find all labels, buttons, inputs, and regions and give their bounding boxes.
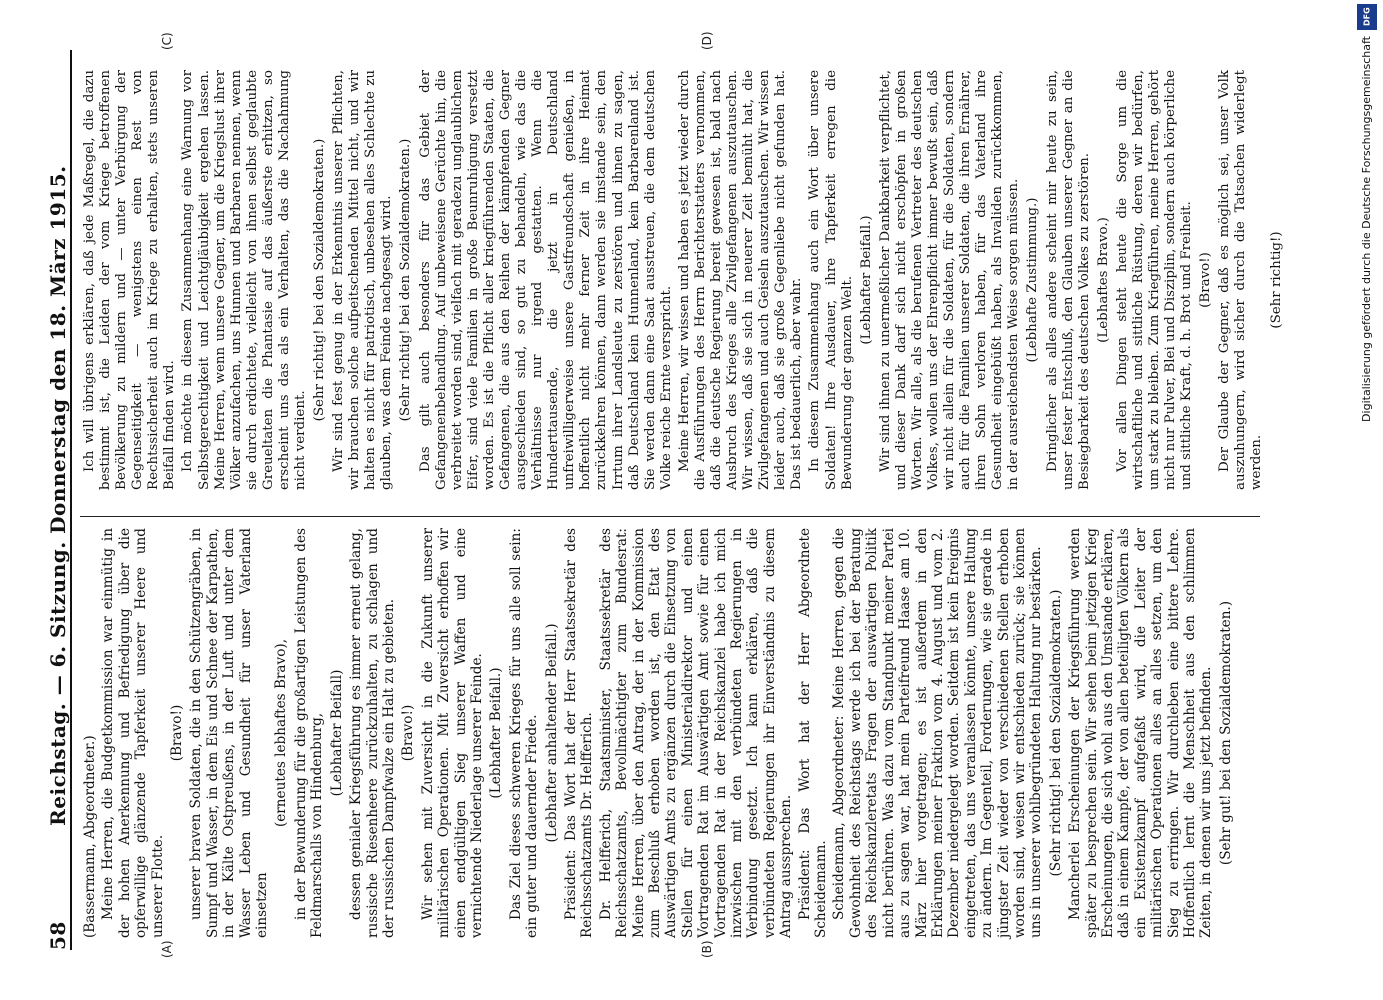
applause-note: (Bravo!) <box>400 704 417 762</box>
paragraph: Vor allen Dingen steht heute die Sorge um die wirtschaftliche und sittliche Rüstung, deren wir bedürfen, um stark zu bleiben. Zum Kriegführen, meine Herren, gehört nicht nur Pulver, Blei und Disziplin, sondern auch körperliche und sittliche Kraft, d. h. Brot und Freiheit. <box>1114 70 1195 490</box>
dfg-credit-text: Digitalisierung gefördert durch die Deutsche Forschungsgemeinschaft <box>1360 36 1373 422</box>
paragraph: Das Ziel dieses schweren Krieges für uns alle soll sein: ein guter und dauernder Friede. <box>507 528 541 938</box>
paragraph: Dr. Helfferich, Staatsminister, Staatssekretär des Reichsschatzamts, Bevollmächtigter zum Bundesrat: Meine Herren, über den Antrag, der in der Kommission zum Beschluß erhoben worden ist, den Etat des Auswärtigen Amts zu ergänzen durch die Einsetzung von Stellen für einen Ministerialdirektor und einen Vortragenden Rat im Auswärtigen Amt sowie für einen Vortragenden Rat in der Reichskanzlei habe ich mich inzwischen mit den verbündeten Regierungen in Verbindung gesetzt. Ich kann erklären, daß die verbündeten Regierungen ihr Einverständnis zu diesem Antrag aussprechen. <box>597 528 795 938</box>
paragraph: (Bassermann, Abgeordneter.) <box>82 735 98 938</box>
paragraph: Präsident: Das Wort hat der Herr Staatssekretär des Reichsschatzamts Dr. Helfferich. <box>562 528 596 938</box>
paragraph: Wir sind fest genug in der Erkenntnis unserer Pflichten, wir brauchen solche aufpeitschenden Mittel nicht, und wir halten es nicht für patriotisch, unbesehen alles Schlechte zu glauben, was dem Feinde nachgesagt wird. <box>331 70 395 490</box>
column-divider <box>80 516 1260 517</box>
applause-note: (Sehr gut! bei den Sozialdemokraten.) <box>1217 600 1234 866</box>
applause-note: (Bravo!) <box>1198 252 1214 308</box>
applause-note: (Bravo!) <box>169 704 186 762</box>
applause-note: (Lebhafter Beifall) <box>328 669 345 797</box>
margin-marker-c: (C) <box>160 32 174 50</box>
paragraph: dessen genialer Kriegsführung es immer erneut gelang, russische Riesenheere zurückzuhalten, zu schlagen und der russischen Dampfwalze ein Halt zu gebieten. <box>348 528 397 938</box>
paragraph: Ich möchte in diesem Zusammenhang eine Warnung vor Selbstgerechtigkeit und Leichtgläubigkeit ergehen lassen. Meine Herren, wenn unsere Gegner, um die Kriegslust ihrer Völker anzufachen, uns Hunnen und Barbaren nennen, wenn sie durch erdichtete, vielleicht von ihnen selbst geglaubte Greueltaten die Phantasie auf das äußerste erhitzen, so erscheint uns das als ein Verhalten, das die Nachahmung nicht verdient. <box>180 70 309 490</box>
applause-note: (Lebhafter Beifall.) <box>858 215 874 345</box>
paragraph: in der Bewunderung für die großartigen Leistungen des Feldmarschalls von Hindenburg, <box>292 528 326 938</box>
paragraph: Meine Herren, die Budgetkommission war einmütig in der hohen Anerkennung und Befriedigung über die opferwillige glänzende Tapferkeit unserer Heere und unserer Flotte. <box>100 528 166 938</box>
applause-note: (Lebhafter Beifall.) <box>488 667 505 799</box>
applause-note: (Sehr richtig! bei den Sozialdemokraten.) <box>398 138 414 422</box>
applause-note: (Lebhaftes Bravo.) <box>1095 217 1111 343</box>
margin-marker-b: (B) <box>700 940 714 958</box>
applause-note: (Sehr richtig! bei den Sozialdemokraten.) <box>312 138 328 422</box>
applause-note: (Lebhafter anhaltender Beifall.) <box>543 623 560 843</box>
applause-note: (Lebhafte Zustimmung.) <box>1025 197 1041 363</box>
paragraph: Mancherlei Erscheinungen der Kriegsführung werden später zu besprechen sein. Wir sehen beim jetzigen Krieg Erscheinungen, die sich wohl aus den Umstande erklären, daß in einem Kampfe, der von allen beteiligten Völkern als ein Existenzkampf aufgefaßt wird, die Leiter der militärischen Operationen alles an alles setzen, um den Sieg zu erringen. Wir durchleben eine bittere Lehre. Hoffentlich lernt die Menschheit aus den schlimmen Zeiten, in denen wir uns jetzt befinden. <box>1067 528 1215 938</box>
page-header <box>30 50 72 950</box>
margin-marker-a: (A) <box>160 940 174 958</box>
page-number: 58 <box>46 921 70 950</box>
left-text-column <box>82 528 1237 938</box>
paragraph: Präsident: Das Wort hat der Herr Abgeordnete Scheidemann. <box>796 528 830 938</box>
right-text-column <box>82 70 1288 490</box>
paragraph: Wir sind ihnen zu unermeßlicher Dankbarkeit verpflichtet, und dieser Dank darf sich nicht erschöpfen in großen Worten. Wir alle, als die berufenen Vertreter des deutschen Volkes, wollen uns der Ehrenpflicht immer bewußt sein, daß wir nicht allein für die Soldaten, für die Soldaten, sondern auch für die Familien unserer Soldaten, die ihren Ernährer, ihren Sohn verloren haben, für das Vaterland ihre Gesundheit eingebüßt haben, als Invaliden zurückkommen, in der ausreichendsten Weise sorgen müssen. <box>877 70 1022 490</box>
paragraph: Das gilt auch besonders für das Gebiet der Gefangenenbehandlung. Auf unbeweisene Gerüchte hin, die verbreitet worden sind, vielfach mit geradezu unglaublichem Eifer, sind viele Familien in große Beunruhigung versetzt worden. Es ist die Pflicht aller kriegführenden Staaten, die Gefangenen, die aus den Reihen der kämpfenden Gegner ausgeschieden sind, so gut zu behandeln, wie das die Verhältnisse nur irgend gestatten. Wenn die Hunderttausende, die jetzt in Deutschland unfreiwilligerweise unsere Gastfreundschaft genießen, in hoffentlich nicht mehr ferner Zeit in ihre Heimat zurückkehren können, dann werden sie imstande sein, den Irrtum ihrer Landsleute zu zerstören und ihnen zu sagen, daß Deutschland kein Hunnenland, kein Barbarenland ist. Sie werden dann eine Saat ausstreuen, die dem deutschen Volke reiche Ernte verspricht. <box>417 70 674 490</box>
applause-note: (erneutes lebhaftes Bravo), <box>273 638 290 828</box>
paragraph: unserer braven Soldaten, die in den Schützengräben, in Sumpf und Wasser, in dem Eis und Schnee der Karpathen, in der Kälte Ostpreußens, in der Luft und unter dem Wasser Leben und Gesundheit für unser Vaterland einsetzen <box>188 528 271 938</box>
margin-marker-d: (D) <box>700 31 714 50</box>
dfg-logo: DFG <box>1357 4 1377 30</box>
dfg-sidebar <box>1357 4 1377 996</box>
paragraph: Dringlicher als alles andere scheint mir heute zu sein, unser fester Entschluß, den Glauben unserer Gegner an die Besiegbarkeit des deutschen Volkes zu zerstören. <box>1044 70 1092 490</box>
paragraph: Wir sehen mit Zuversicht in die Zukunft unserer militärischen Operationen. Mit Zuversicht erhoffen wir einen endgültigen Sieg unserer Waffen und eine vernichtende Niederlage unserer Feinde. <box>419 528 485 938</box>
applause-note: (Sehr richtig!) <box>1268 231 1284 329</box>
paragraph: Der Glaube der Gegner, daß es möglich sei, unser Volk auszuhungern, wird sicher durch die Tatsachen widerlegt werden. <box>1217 70 1265 490</box>
paragraph: Scheidemann, Abgeordneter: Meine Herren, gegen die Gewohnheit des Reichstags werde ich bei der Beratung des Reichskanzleretats Fragen der auswärtigen Politik nicht berühren. Was dazu vom Standpunkt meiner Partei aus zu sagen war, hat mein Parteifreund Haase am 10. März hier vorgetragen; es ist außerdem in den Erklärungen meiner Fraktion vom 4. August und vom 2. Dezember niedergelegt worden. Seitdem ist kein Ereignis eingetreten, das uns veranlassen könnte, unsere Haltung zu ändern. Im Gegenteil, Forderungen, wie sie gerade in jüngster Zeit wieder von verschiedenen Stellen erhoben worden sind, weisen wir entschieden zurück; sie können uns in unserer wohlbegründeten Haltung nur bestärken. <box>831 528 1045 938</box>
page-title: Reichstag. — 6. Sitzung. Donnerstag den 18. März 1915. <box>46 165 70 826</box>
paragraph: Meine Herren, wir wissen und haben es jetzt wieder durch die Ausführungen des Herrn Berichterstatters vernommen, daß die deutsche Regierung bereit gewesen ist, bald nach Ausbruch des Krieges alle Zivilgefangenen auszutauschen. Wir wissen, daß sie sich in neuerer Zeit bemüht hat, die Zivilgefangenen und auch Geiseln auszutauschen. Wir wissen leider auch, daß sie große Gegenliebe nicht gefunden hat. Das ist bedauerlich, aber wahr. <box>676 70 805 490</box>
applause-note: (Sehr richtig! bei den Sozialdemokraten.) <box>1047 589 1064 877</box>
paragraph: In diesem Zusammenhang auch ein Wort über unsere Soldaten! Ihre Ausdauer, ihre Tapferkeit erregen die Bewunderung der ganzen Welt. <box>807 70 855 490</box>
paragraph: Ich will übrigens erklären, daß jede Maßregel, die dazu bestimmt ist, die Leiden der vom Kriege betroffenen Bevölkerung zu mildern und — unter Verbürgung der Gegenseitigkeit — wenigstens einen Rest von Rechtssicherheit auch im Kriege zu erhalten, stets unseren Beifall finden wird. <box>82 70 178 490</box>
